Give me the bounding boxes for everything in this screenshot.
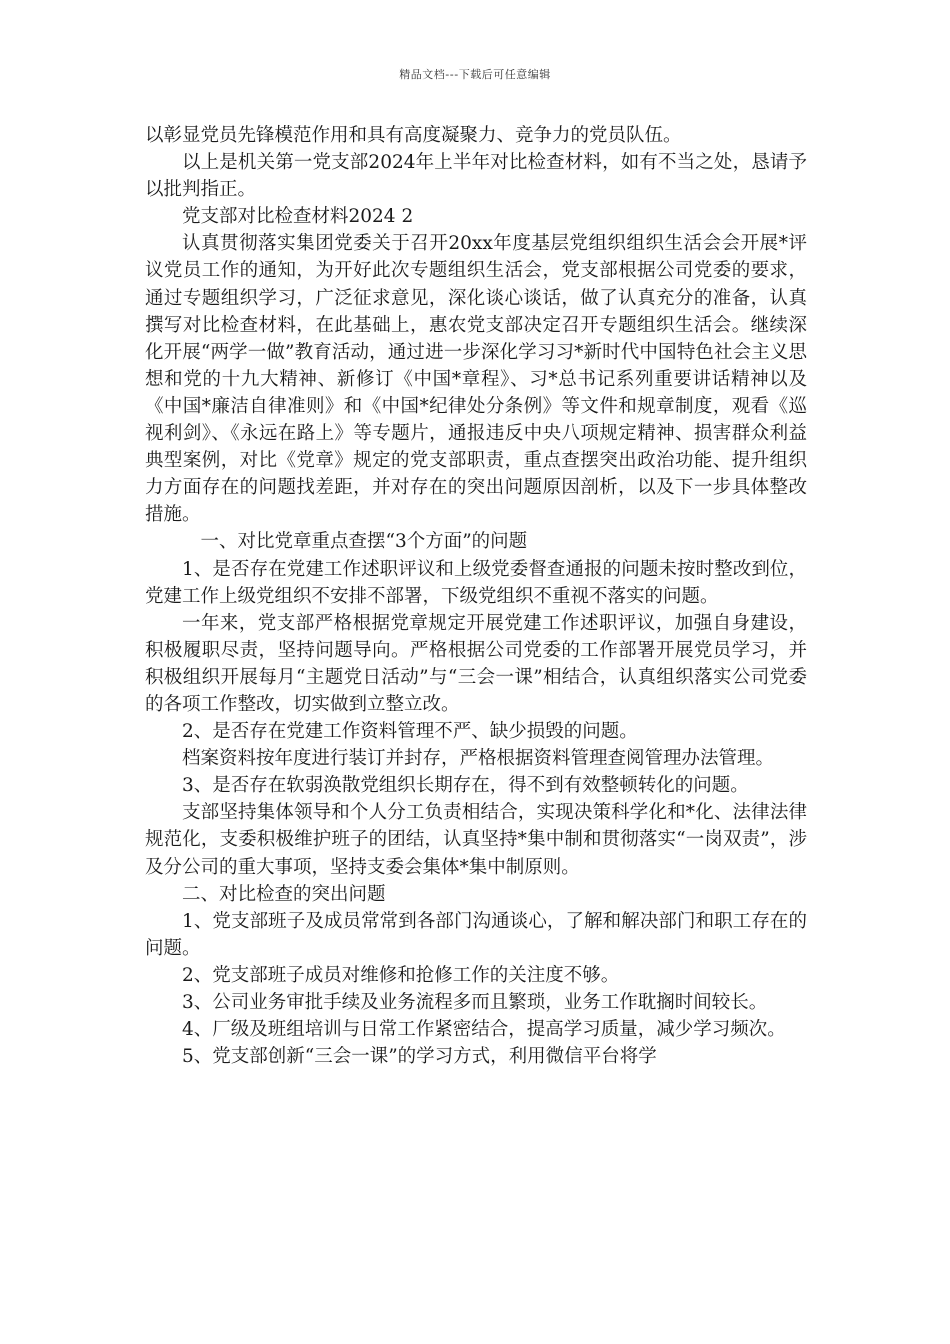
paragraph: 支部坚持集体领导和个人分工负责相结合，实现决策科学化和*化、法律法律规范化，支委积极维护班子的团结，认真坚持*集中制和贯彻落实“一岗双责”，涉及分公司的重大事项，坚持支委会集体*集中制原则。 [145, 802, 807, 878]
section-heading: 一、对比党章重点查摆“3个方面”的问题 [200, 531, 528, 553]
list-item: 1、是否存在党建工作述职评议和上级党委督查通报的问题未按时整改到位，党建工作上级党组织不安排不部署，下级党组织不重视不落实的问题。 [145, 558, 807, 607]
paragraph: 以彰显党员先锋模范作用和具有高度凝聚力、竞争力的党员队伍。 [145, 125, 682, 146]
list-item: 4、厂级及班组培训与日常工作紧密结合，提高学习质量，减少学习频次。 [182, 1019, 786, 1041]
list-item: 2、是否存在党建工作资料管理不严、缺少损毁的问题。 [182, 721, 638, 743]
list-item: 1、党支部班子及成员常常到各部门沟通谈心，了解和解决部门和职工存在的问题。 [145, 910, 807, 959]
page-header: 精品文档---下载后可任意编辑 [399, 68, 551, 81]
paragraph: 档案资料按年度进行装订并封存，严格根据资料管理查阅管理办法管理。 [182, 748, 775, 770]
section-subtitle: 党支部对比检查材料2024 2 [182, 206, 414, 228]
paragraph: 认真贯彻落实集团党委关于召开20xx年度基层党组织组织生活会会开展*评议党员工作的通知，为开好此次专题组织生活会，党支部根据公司党委的要求，通过专题组织学习，广泛征求意见，深化谈心谈话，做了认真充分的准备，认真撰写对比检查材料，在此基础上，惠农党支部决定召开专题组织生活会。继续深化开展“两学一做”教育活动，通过进一步深化学习习*新时代中国特色社会主义思想和党的十九大精神、新修订《中国*章程》、习*总书记系列重要讲话精神以及《中国*廉洁自律准则》和《中国*纪律处分条例》等文件和规章制度，观看《巡视利剑》、《永远在路上》等专题片，通报违反中央八项规定精神、损害群众利益典型案例，对比《党章》规定的党支部职责，重点查摆突出政治功能、提升组织力方面存在的问题找差距，并对存在的突出问题原因剖析，以及下一步具体整改措施。 [145, 233, 807, 526]
list-item: 3、公司业务审批手续及业务流程多而且繁琐，业务工作耽搁时间较长。 [182, 992, 768, 1013]
paragraph: 一年来，党支部严格根据党章规定开展党建工作述职评议，加强自身建设，积极履职尽责，坚持问题导向。严格根据公司党委的工作部署开展党员学习，并积极组织开展每月“主题党日活动”与“三会一课”相结合，认真组织落实公司党委的各项工作整改，切实做到立整立改。 [145, 612, 807, 715]
paragraph: 以上是机关第一党支部2024年上半年对比检查材料，如有不当之处，恳请予以批判指正。 [145, 152, 807, 201]
list-item: 3、是否存在软弱涣散党组织长期存在，得不到有效整顿转化的问题。 [182, 775, 749, 797]
list-item: 2、党支部班子成员对维修和抢修工作的关注度不够。 [182, 964, 620, 986]
document-body [145, 122, 807, 1070]
section-heading: 二、对比检查的突出问题 [182, 883, 386, 905]
list-item: 5、党支部创新“三会一课”的学习方式，利用微信平台将学 [182, 1046, 657, 1068]
